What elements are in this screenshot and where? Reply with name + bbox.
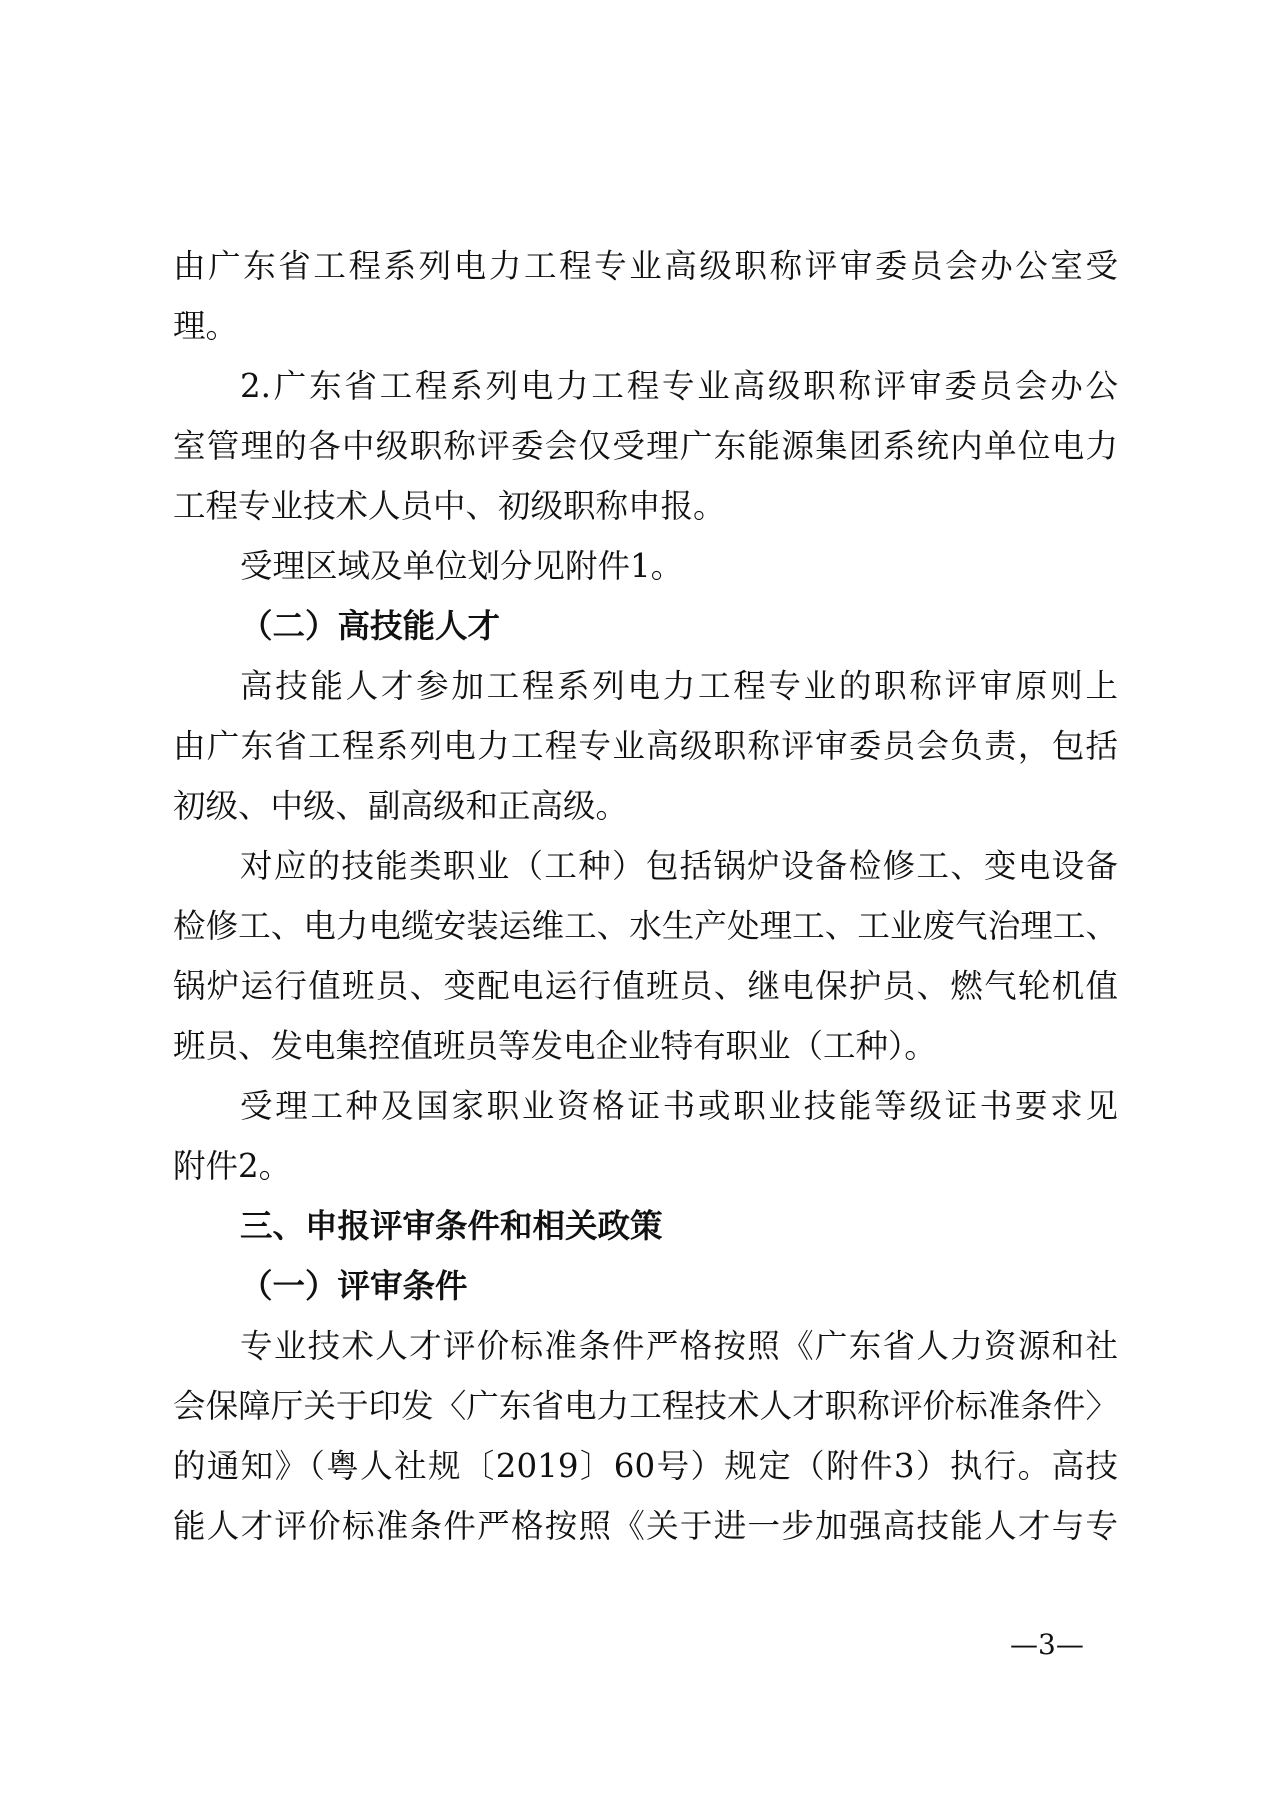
body-line-10: 初级、中级、副高级和正高级。 [173,787,629,825]
body-line-11: 对应的技能类职业（工种）包括锅炉设备检修工、变电设备 [240,847,1118,885]
body-line-13: 锅炉运行值班员、变配电运行值班员、继电保护员、燃气轮机值 [173,967,1118,1005]
body-line-19: 专业技术人才评价标准条件严格按照《广东省人力资源和社 [240,1327,1118,1365]
body-line-3: 2.广东省工程系列电力工程专业高级职称评审委员会办公 [240,367,1118,405]
body-line-9: 由广东省工程系列电力工程专业高级职称评审委员会负责，包括 [173,727,1118,765]
body-line-5: 工程专业技术人员中、初级职称申报。 [173,487,726,525]
body-line-16: 附件2。 [173,1147,292,1185]
body-line-2: 理。 [173,307,239,345]
subheading-review-conditions: （一）评审条件 [240,1267,468,1305]
subheading-high-skill-talent: （二）高技能人才 [240,607,501,645]
page-number: —3— [1010,1628,1084,1661]
body-line-8: 高技能人才参加工程系列电力工程专业的职称评审原则上 [240,667,1118,705]
body-line-14: 班员、发电集控值班员等发电企业特有职业（工种）。 [173,1027,937,1065]
body-line-20: 会保障厅关于印发〈广东省电力工程技术人才职称评价标准条件〉 [173,1387,1118,1425]
body-line-4: 室管理的各中级职称评委会仅受理广东能源集团系统内单位电力 [173,427,1118,465]
section-heading-3: 三、申报评审条件和相关政策 [240,1207,663,1245]
body-line-22: 能人才评价标准条件严格按照《关于进一步加强高技能人才与专 [173,1507,1118,1545]
body-line-15: 受理工种及国家职业资格证书或职业技能等级证书要求见 [240,1087,1118,1125]
body-line-21: 的通知》（粤人社规〔2019〕60号）规定（附件3）执行。高技 [173,1447,1118,1485]
body-line-6: 受理区域及单位划分见附件1。 [240,547,684,585]
body-line-12: 检修工、电力电缆安装运维工、水生产处理工、工业废气治理工、 [173,907,1118,945]
body-line-1: 由广东省工程系列电力工程专业高级职称评审委员会办公室受 [173,247,1118,285]
